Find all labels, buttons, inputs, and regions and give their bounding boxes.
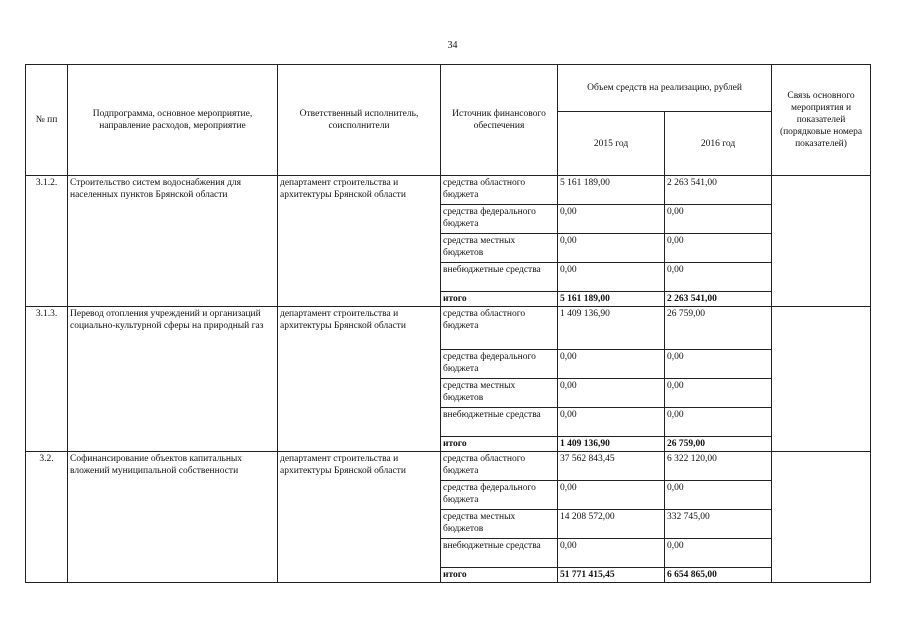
table-row bbox=[26, 307, 871, 350]
value-2016: 2 263 541,00 bbox=[665, 292, 772, 307]
header-responsible: Ответственный исполнитель, соисполнители bbox=[278, 65, 441, 176]
header-program: Подпрограмма, основное мероприятие, направление расходов, мероприятие bbox=[68, 65, 278, 176]
value-2015: 0,00 bbox=[558, 205, 665, 234]
header-year-2016: 2016 год bbox=[665, 112, 772, 176]
source-name: внебюджетные средства bbox=[441, 408, 558, 437]
source-name: средства местных бюджетов bbox=[441, 234, 558, 263]
source-name: средства областного бюджета bbox=[441, 452, 558, 481]
row-program: Перевод отопления учреждений и организаций социально-культурной сферы на природный газ bbox=[68, 307, 278, 452]
source-name: средства федерального бюджета bbox=[441, 481, 558, 510]
value-2016: 2 263 541,00 bbox=[665, 176, 772, 205]
page-number: 34 bbox=[447, 40, 458, 51]
value-2015: 1 409 136,90 bbox=[558, 307, 665, 350]
header-row-1 bbox=[26, 65, 871, 112]
table-row bbox=[26, 176, 871, 205]
row-link bbox=[772, 307, 871, 452]
row-link bbox=[772, 176, 871, 307]
value-2016: 6 322 120,00 bbox=[665, 452, 772, 481]
header-num: № пп bbox=[26, 65, 68, 176]
value-2015: 37 562 843,45 bbox=[558, 452, 665, 481]
value-2016: 0,00 bbox=[665, 263, 772, 292]
header-volume: Объем средств на реализацию, рублей bbox=[558, 65, 772, 112]
value-2016: 0,00 bbox=[665, 481, 772, 510]
row-number: 3.1.2. bbox=[26, 176, 68, 307]
row-number: 3.1.3. bbox=[26, 307, 68, 452]
value-2016: 26 759,00 bbox=[665, 307, 772, 350]
value-2015: 0,00 bbox=[558, 263, 665, 292]
value-2015: 0,00 bbox=[558, 481, 665, 510]
value-2015: 5 161 189,00 bbox=[558, 292, 665, 307]
row-program: Софинансирование объектов капитальных вложений муниципальной собственности bbox=[68, 452, 278, 583]
value-2015: 0,00 bbox=[558, 539, 665, 568]
source-name: итого bbox=[441, 437, 558, 452]
value-2016: 0,00 bbox=[665, 205, 772, 234]
source-name: внебюджетные средства bbox=[441, 539, 558, 568]
header-link: Связь основного мероприятия и показателей (порядковые номера показателей) bbox=[772, 65, 871, 176]
value-2016: 0,00 bbox=[665, 379, 772, 408]
value-2015: 0,00 bbox=[558, 350, 665, 379]
source-name: средства федерального бюджета bbox=[441, 205, 558, 234]
value-2015: 51 771 415,45 bbox=[558, 568, 665, 583]
value-2016: 6 654 865,00 bbox=[665, 568, 772, 583]
source-name: средства местных бюджетов bbox=[441, 510, 558, 539]
row-responsible: департамент строительства и архитектуры Брянской области bbox=[278, 176, 441, 307]
financing-table bbox=[25, 64, 871, 583]
value-2016: 0,00 bbox=[665, 350, 772, 379]
value-2016: 26 759,00 bbox=[665, 437, 772, 452]
value-2016: 0,00 bbox=[665, 408, 772, 437]
value-2016: 332 745,00 bbox=[665, 510, 772, 539]
source-name: внебюджетные средства bbox=[441, 263, 558, 292]
source-name: средства областного бюджета bbox=[441, 176, 558, 205]
value-2015: 0,00 bbox=[558, 379, 665, 408]
value-2015: 0,00 bbox=[558, 234, 665, 263]
value-2016: 0,00 bbox=[665, 234, 772, 263]
source-name: средства федерального бюджета bbox=[441, 350, 558, 379]
value-2015: 0,00 bbox=[558, 408, 665, 437]
value-2015: 1 409 136,90 bbox=[558, 437, 665, 452]
row-responsible: департамент строительства и архитектуры Брянской области bbox=[278, 452, 441, 583]
source-name: итого bbox=[441, 568, 558, 583]
source-name: средства местных бюджетов bbox=[441, 379, 558, 408]
value-2016: 0,00 bbox=[665, 539, 772, 568]
row-link bbox=[772, 452, 871, 583]
table-row bbox=[26, 452, 871, 481]
value-2015: 5 161 189,00 bbox=[558, 176, 665, 205]
header-source: Источник финансового обеспечения bbox=[441, 65, 558, 176]
header-year-2015: 2015 год bbox=[558, 112, 665, 176]
row-responsible: департамент строительства и архитектуры Брянской области bbox=[278, 307, 441, 452]
value-2015: 14 208 572,00 bbox=[558, 510, 665, 539]
source-name: итого bbox=[441, 292, 558, 307]
row-program: Строительство систем водоснабжения для населенных пунктов Брянской области bbox=[68, 176, 278, 307]
row-number: 3.2. bbox=[26, 452, 68, 583]
source-name: средства областного бюджета bbox=[441, 307, 558, 350]
